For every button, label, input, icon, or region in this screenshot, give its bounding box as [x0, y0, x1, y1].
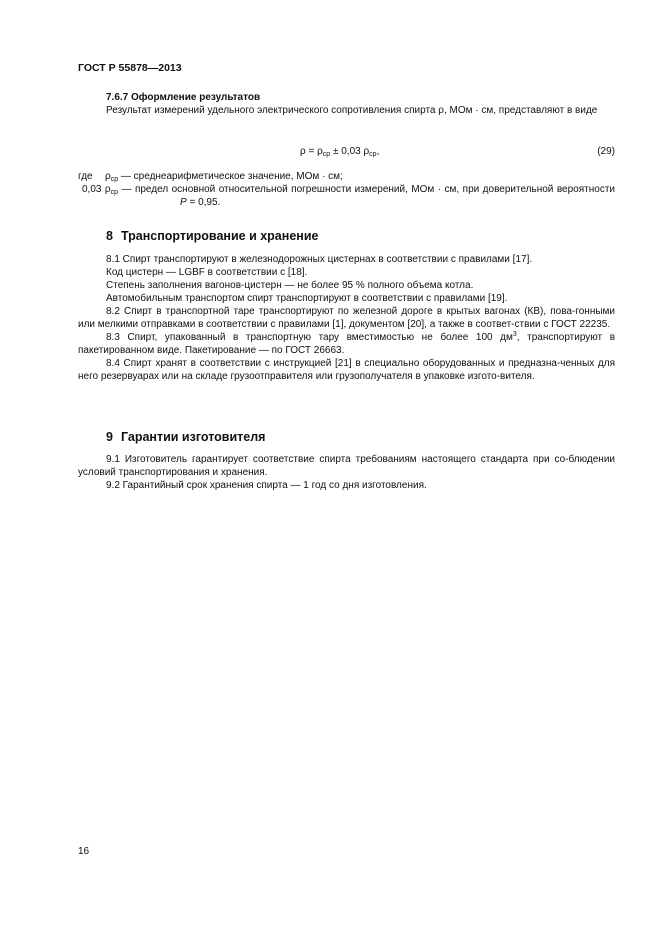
section-9-heading — [78, 429, 615, 445]
standard-code-header: ГОСТ Р 55878—2013 — [78, 62, 182, 74]
formula-29 — [78, 145, 615, 159]
subsection-7-6-7 — [78, 91, 615, 117]
where-label: где — [78, 171, 93, 182]
subsection-title: 7.6.7 Оформление результатов — [106, 92, 261, 103]
paragraph-9-2: 9.2 Гарантийный срок хранения спирта — 1 год со дня изготовления. — [106, 480, 427, 491]
paragraph-8-4: 8.4 Спирт хранят в соответствии с инструкцией [21] в специально оборудованных и предназна-ченных для него резервуарах или на складе грузоотправителя или грузополучателя в упаковке изгото-вителя. — [78, 358, 615, 382]
section-8-heading — [78, 228, 615, 244]
paragraph-tank-code: Код цистерн — LGBF в соответствии с [18]. — [106, 267, 308, 278]
section-9-body — [78, 453, 615, 492]
formula-number: (29) — [597, 146, 615, 157]
section-number: 8 — [106, 229, 113, 243]
section-8-body — [78, 253, 615, 383]
section-title: Транспортирование и хранение — [120, 229, 319, 243]
section-number: 9 — [106, 430, 113, 444]
paragraph-8-1: 8.1 Спирт транспортируют в железнодорожных цистернах в соответствии с правилами [17]. — [106, 254, 533, 265]
where-item-error-limit: 0,03 $\rho_{ср}$ — предел основной относительной погрешности измерений, МОм · см, при доверительной вероятности P = 0,95. — [82, 184, 615, 208]
formula-expression: $\rho = \rho_{ср} \pm 0,03$ $\rho_{ср}$, — [300, 146, 380, 158]
paragraph-8-3: 8.3 Спирт, упакованный в транспортную тару вместимостью не более 100 $дм^3$, транспортируют в пакетированном виде. Пакетирование — по ГОСТ 26663. — [78, 331, 616, 356]
page-number: 16 — [78, 846, 90, 857]
section-title: Гарантии изготовителя — [120, 430, 266, 444]
results-intro-paragraph: Результат измерений удельного электрического сопротивления спирта ρ, МОм · см, представляют в виде — [106, 105, 598, 116]
paragraph-9-1: 9.1 Изготовитель гарантирует соответствие спирта требованиям настоящего стандарта при со-блюдении условий транспортирования и хранения. — [78, 454, 615, 478]
where-item-mean: где $\rho_{ср}$ — среднеарифметическое значение, МОм · см; — [78, 171, 343, 183]
where-legend — [78, 170, 615, 209]
paragraph-fill-degree: Степень заполнения вагонов-цистерн — не более 95 % полного объема котла. — [106, 280, 474, 291]
paragraph-8-2: 8.2 Спирт в транспортной таре транспортируют по железной дороге в крытых вагонах (КВ), пова-гонными или мелкими отправками в соответствии с правилами [1], документом [20], а также в соответ-ствии с ГОСТ 22235. — [78, 306, 615, 330]
paragraph-road-transport: Автомобильным транспортом спирт транспортируют в соответствии с правилами [19]. — [106, 293, 508, 304]
